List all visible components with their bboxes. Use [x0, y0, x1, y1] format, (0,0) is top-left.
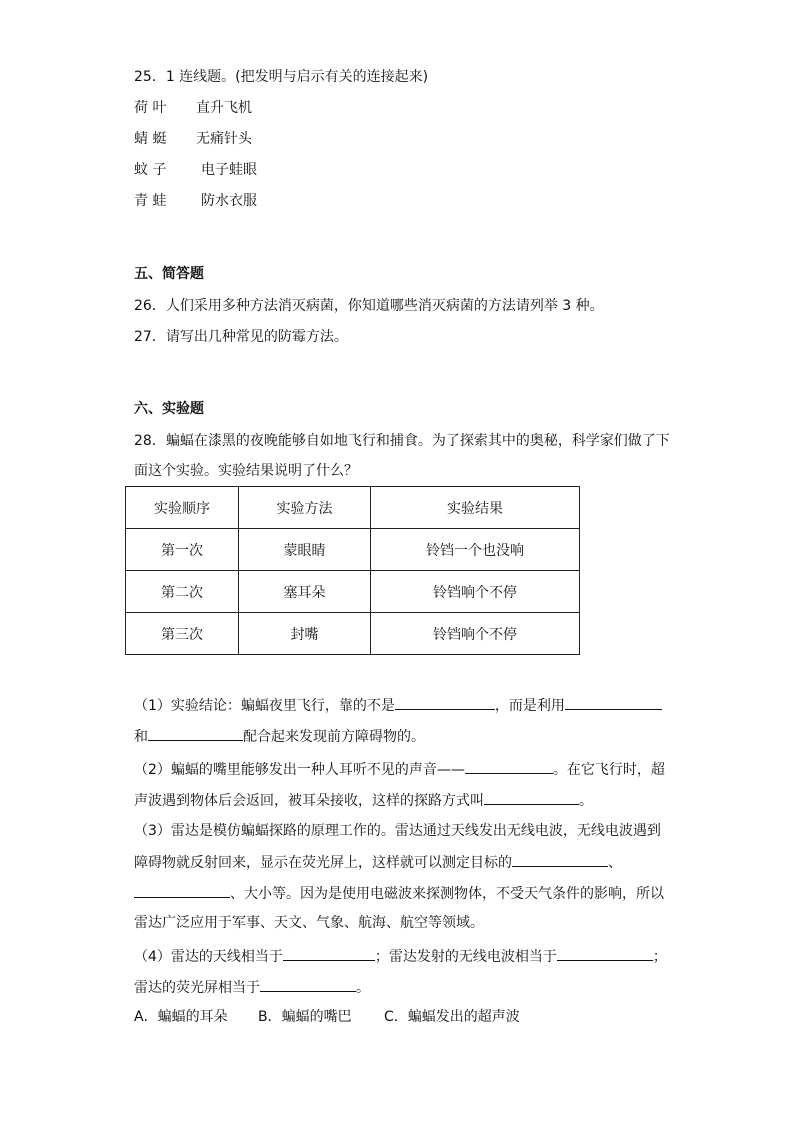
- part-3-line3: [134, 883, 664, 903]
- part-1-line1: [134, 695, 662, 715]
- table-header-cell: 实验结果: [371, 487, 580, 529]
- text: 声波遇到物体后会返回，被耳朵接收，这样的探路方式叫: [134, 793, 484, 809]
- text: 和: [134, 729, 148, 745]
- text: （1）实验结论：蝙蝠夜里飞行，靠的不是: [134, 698, 395, 714]
- answer-blank[interactable]: [260, 977, 356, 992]
- table-header-row: [126, 487, 580, 529]
- text: （2）蝙蝠的嘴里能够发出一种人耳听不见的声音——: [134, 762, 465, 778]
- option-b: B．蝙蝠的嘴巴: [258, 1009, 352, 1025]
- pair-right: 无痛针头: [196, 131, 252, 147]
- table-cell: 第一次: [126, 529, 239, 571]
- table-row: [126, 613, 580, 655]
- text: ；雷达发射的无线电波相当于: [374, 949, 557, 965]
- pair-right: 直升飞机: [196, 100, 252, 116]
- question-26: 26．人们采用多种方法消灭病菌，你知道哪些消灭病菌的方法请列举 3 种。: [134, 298, 604, 314]
- q25-title: 25．1 连线题。(把发明与启示有关的连接起来): [134, 69, 429, 85]
- answer-blank[interactable]: [557, 946, 653, 961]
- table-cell: 蒙眼睛: [239, 529, 371, 571]
- question-28-line1: 28．蝙蝠在漆黑的夜晚能够自如地飞行和捕食。为了探索其中的奥秘，科学家们做了下: [134, 433, 670, 449]
- table-cell: 铃铛响个不停: [371, 613, 580, 655]
- text: 。: [579, 793, 593, 809]
- question-27: 27．请写出几种常见的防霉方法。: [134, 329, 348, 345]
- text: 、大小等。因为是使用电磁波来探测物体，不受天气条件的影响，所以: [230, 886, 664, 902]
- table-cell: 第三次: [126, 613, 239, 655]
- answer-blank[interactable]: [283, 946, 375, 961]
- part-3-line2: [134, 852, 622, 872]
- pair-left: 蜻 蜓: [134, 131, 167, 147]
- text: 、: [608, 855, 622, 871]
- table-header-cell: 实验方法: [239, 487, 371, 529]
- answer-blank[interactable]: [565, 695, 662, 710]
- option-a: A．蝙蝠的耳朵: [134, 1009, 228, 1025]
- experiment-table: [125, 486, 580, 655]
- section-heading: 五、简答题: [134, 266, 204, 282]
- text: 配合起来发现前方障碍物的。: [243, 729, 425, 745]
- answer-blank[interactable]: [395, 695, 495, 710]
- table-header-cell: 实验顺序: [126, 487, 239, 529]
- answer-blank[interactable]: [148, 726, 243, 741]
- answer-blank[interactable]: [134, 883, 230, 898]
- table-cell: 铃铛一个也没响: [371, 529, 580, 571]
- part-3-line1: （3）雷达是模仿蝙蝠探路的原理工作的。雷达通过天线发出无线电波，无线电波遇到: [134, 823, 661, 839]
- pair-right: 电子蛙眼: [201, 162, 257, 178]
- question-28-line2: 面这个实验。实验结果说明了什么？: [134, 463, 358, 479]
- part-2-line2: [134, 790, 593, 810]
- table-cell: 铃铛响个不停: [371, 571, 580, 613]
- text: （4）雷达的天线相当于: [134, 949, 283, 965]
- pair-right: 防水衣服: [201, 193, 257, 209]
- answer-blank[interactable]: [512, 852, 608, 867]
- table-cell: 封嘴: [239, 613, 371, 655]
- part-2-line1: [134, 759, 665, 779]
- table-cell: 第二次: [126, 571, 239, 613]
- pair-left: 蚊 子: [134, 162, 167, 178]
- part-3-line4: 雷达广泛应用于军事、天文、气象、航海、航空等领域。: [134, 915, 484, 931]
- answer-blank[interactable]: [465, 759, 553, 774]
- option-c: C．蝙蝠发出的超声波: [384, 1009, 520, 1025]
- text: 雷达的荧光屏相当于: [134, 980, 260, 996]
- pair-left: 青 蛙: [134, 193, 167, 209]
- table-cell: 塞耳朵: [239, 571, 371, 613]
- table-row: [126, 529, 580, 571]
- section-heading: 六、实验题: [134, 401, 204, 417]
- table-row: [126, 571, 580, 613]
- text: ，而是利用: [494, 698, 565, 714]
- part-1-line2: [134, 726, 425, 746]
- answer-blank[interactable]: [484, 790, 579, 805]
- text: 障碍物就反射回来，显示在荧光屏上，这样就可以测定目标的: [134, 855, 512, 871]
- part-4-line2: [134, 977, 370, 997]
- text: 。在它飞行时，超: [552, 762, 665, 778]
- text: ；: [652, 949, 667, 965]
- text: 。: [356, 980, 370, 996]
- pair-left: 荷 叶: [134, 100, 167, 116]
- part-4-line1: [134, 946, 667, 966]
